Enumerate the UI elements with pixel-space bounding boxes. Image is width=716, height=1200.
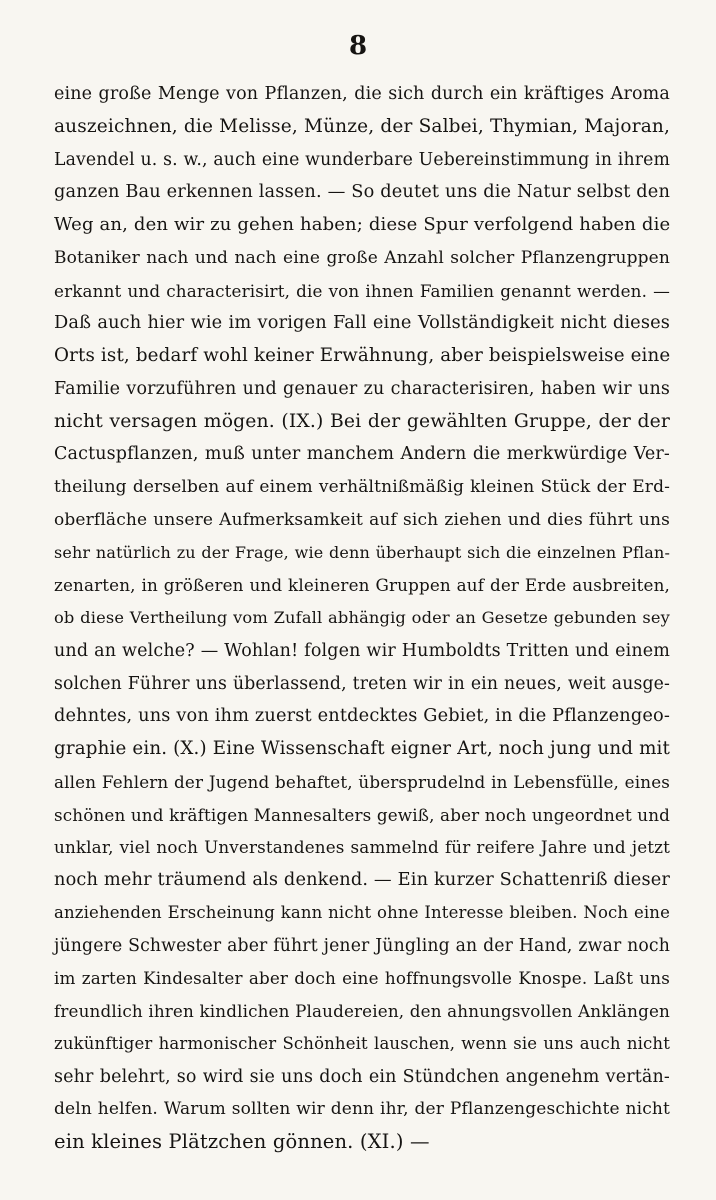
text-line: oberfläche unsere Aufmerksamkeit auf sich ziehen und dies führt uns — [54, 509, 670, 530]
text-line: Botaniker nach und nach eine große Anzahl solcher Pflanzengruppen — [54, 247, 670, 268]
text-line: Orts ist, bedarf wohl keiner Erwähnung, aber beispielsweise eine — [54, 345, 671, 366]
text-line: sehr belehrt, so wird sie uns doch ein Stündchen angenehm vertän- — [54, 1066, 670, 1087]
text-line: Cactuspflanzen, muß unter manchem Andern die merkwürdige Ver- — [54, 444, 670, 465]
text-line: allen Fehlern der Jugend behaftet, übersprudelnd in Lebensfülle, eines — [54, 771, 670, 792]
text-line: sehr natürlich zu der Frage, wie denn überhaupt sich die einzelnen Pflan- — [54, 542, 670, 562]
text-line: erkannt und characterisirt, die von ihnen Familien genannt werden. — — [54, 280, 670, 301]
text-line: Daß auch hier wie im vorigen Fall eine Vollständigkeit nicht dieses — [54, 313, 670, 334]
text-line: freundlich ihren kindlichen Plaudereien, den ahnungsvollen Anklängen — [54, 1001, 670, 1021]
text-line: theilung derselben auf einem verhältnißmäßig kleinen Stück der Erd- — [54, 477, 670, 497]
text-line: solchen Führer uns überlassend, treten wir in ein neues, weit ausge- — [54, 673, 670, 694]
text-line: deln helfen. Warum sollten wir denn ihr, der Pflanzengeschichte nicht — [54, 1099, 670, 1120]
text-line: ob diese Vertheilung vom Zufall abhängig oder an Gesetze gebunden sey — [54, 608, 670, 627]
text-line: und an welche? — Wohlan! folgen wir Humboldts Tritten und einem — [54, 640, 670, 661]
text-line: auszeichnen, die Melisse, Münze, der Salbei, Thymian, Majoran, — [54, 115, 670, 137]
text-line: zukünftiger harmonischer Schönheit lauschen, wenn sie uns auch nicht — [54, 1033, 670, 1053]
text-line: Weg an, den wir zu gehen haben; diese Spur verfolgend haben die — [54, 214, 671, 235]
text-line-last: ein kleines Plätzchen gönnen. (XI.) — — [54, 1130, 430, 1153]
text-line: nicht versagen mögen. (IX.) Bei der gewählten Gruppe, der der — [54, 410, 670, 432]
text-line: ganzen Bau erkennen lassen. — So deutet uns die Natur selbst den — [54, 182, 671, 203]
text-line: anziehenden Erscheinung kann nicht ohne Interesse bleiben. Noch eine — [54, 902, 670, 922]
text-line: im zarten Kindesalter aber doch eine hoffnungsvolle Knospe. Laßt uns — [54, 968, 670, 989]
text-line: eine große Menge von Pflanzen, die sich durch ein kräftiges Aroma — [54, 84, 670, 104]
page-number: 8 — [348, 31, 368, 61]
text-line: dehntes, uns von ihm zuerst entdecktes Gebiet, in die Pflanzengeo- — [54, 706, 670, 727]
text-line: zenarten, in größeren und kleineren Gruppen auf der Erde ausbreiten, — [54, 575, 670, 596]
text-line: schönen und kräftigen Mannesalters gewiß, aber noch ungeordnet und — [54, 804, 671, 825]
text-line: noch mehr träumend als denkend. — Ein kurzer Schattenriß dieser — [54, 870, 670, 890]
text-line: jüngere Schwester aber führt jener Jüngling an der Hand, zwar noch — [54, 935, 670, 956]
text-line: Familie vorzuführen und genauer zu characterisiren, haben wir uns — [54, 378, 670, 399]
text-line: Lavendel u. s. w., auch eine wunderbare Uebereinstimmung in ihrem — [54, 149, 670, 170]
body-text — [54, 78, 670, 1159]
text-line: unklar, viel noch Unverstandenes sammelnd für reifere Jahre und jetzt — [54, 837, 670, 858]
text-line: graphie ein. (X.) Eine Wissenschaft eigner Art, noch jung und mit — [54, 738, 670, 759]
